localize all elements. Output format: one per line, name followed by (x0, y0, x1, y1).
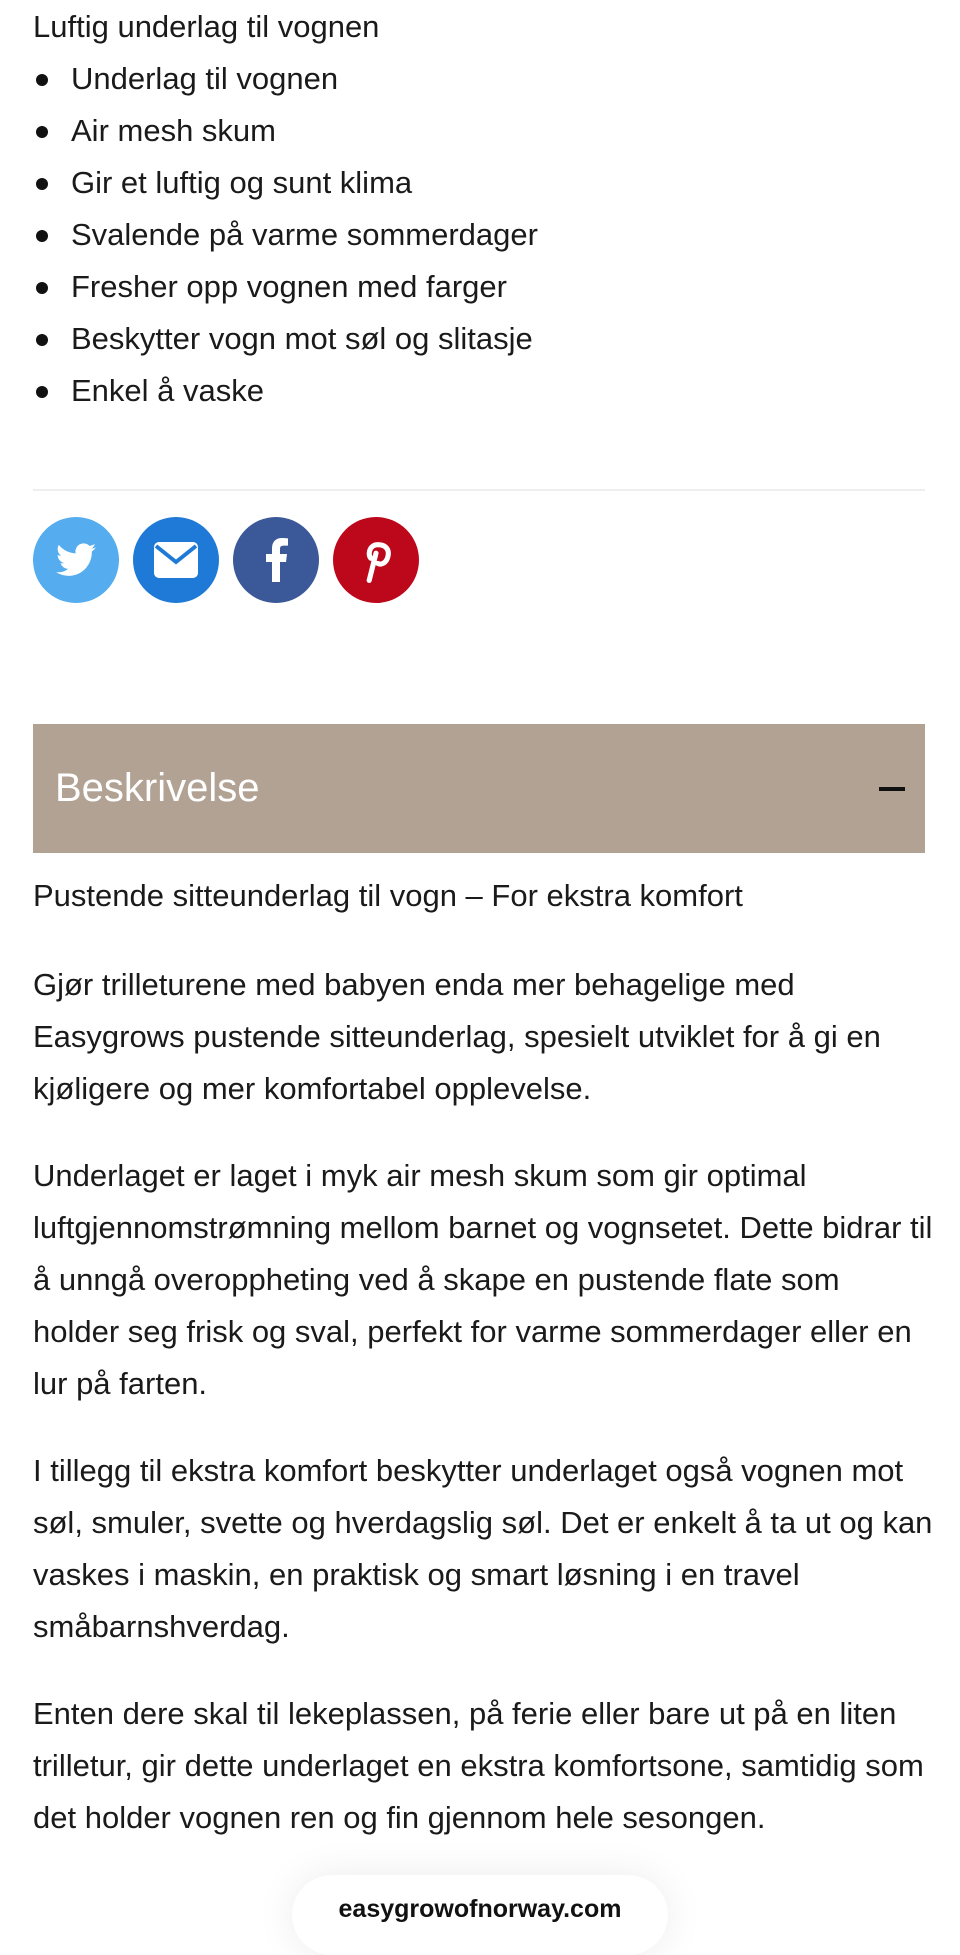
list-item: Air mesh skum (33, 105, 933, 157)
twitter-icon (56, 543, 96, 577)
description-paragraph: I tillegg til ekstra komfort beskytter underlaget også vognen mot søl, smuler, svette og hverdagslig søl. Det er enkelt å ta ut og kan vaskes i maskin, en praktisk og smart løsning i en travel småbarnshverdag. (33, 1453, 933, 1644)
description-content (33, 870, 933, 1879)
divider (33, 489, 925, 491)
description-paragraph: Gjør trilleturene med babyen enda mer behagelige med Easygrows pustende sitteunderlag, spesielt utviklet for å gi en kjøligere og mer komfortabel opplevelse. (33, 967, 881, 1106)
collapse-minus-icon[interactable] (879, 787, 905, 791)
facebook-icon (264, 538, 288, 582)
url-domain: easygrowofnorway.com (338, 1895, 622, 1923)
list-item: Beskytter vogn mot søl og slitasje (33, 313, 933, 365)
share-twitter-button[interactable] (33, 517, 119, 603)
list-item: Fresher opp vognen med farger (33, 261, 933, 313)
description-paragraph: Enten dere skal til lekeplassen, på ferie eller bare ut på en liten trilletur, gir dette underlaget en ekstra komfortsone, samtidig som det holder vognen ren og fin gjennom hele sesongen. (33, 1696, 924, 1835)
pinterest-icon (359, 537, 393, 583)
accordion-description-header[interactable] (33, 724, 925, 853)
list-item: Enkel å vaske (33, 365, 933, 417)
description-paragraph: Underlaget er laget i myk air mesh skum som gir optimal luftgjennomstrømning mellom barnet og vognsetet. Dette bidrar til å unngå overoppheting ved å skape en pustende flate som holder seg frisk og sval, perfekt for varme sommerdager eller en lur på farten. (33, 1158, 933, 1401)
summary-title: Luftig underlag til vognen (33, 9, 380, 44)
envelope-icon (154, 542, 198, 578)
share-pinterest-button[interactable] (333, 517, 419, 603)
list-item: Gir et luftig og sunt klima (33, 157, 933, 209)
share-email-button[interactable] (133, 517, 219, 603)
share-facebook-button[interactable] (233, 517, 319, 603)
share-buttons (33, 517, 419, 603)
accordion-title: Beskrivelse (55, 766, 260, 810)
description-heading: Pustende sitteunderlag til vogn – For ekstra komfort (33, 878, 743, 913)
feature-list (33, 53, 933, 417)
list-item: Underlag til vognen (33, 53, 933, 105)
list-item: Svalende på varme sommerdager (33, 209, 933, 261)
browser-url-pill[interactable] (292, 1875, 668, 1955)
product-summary (33, 1, 933, 417)
